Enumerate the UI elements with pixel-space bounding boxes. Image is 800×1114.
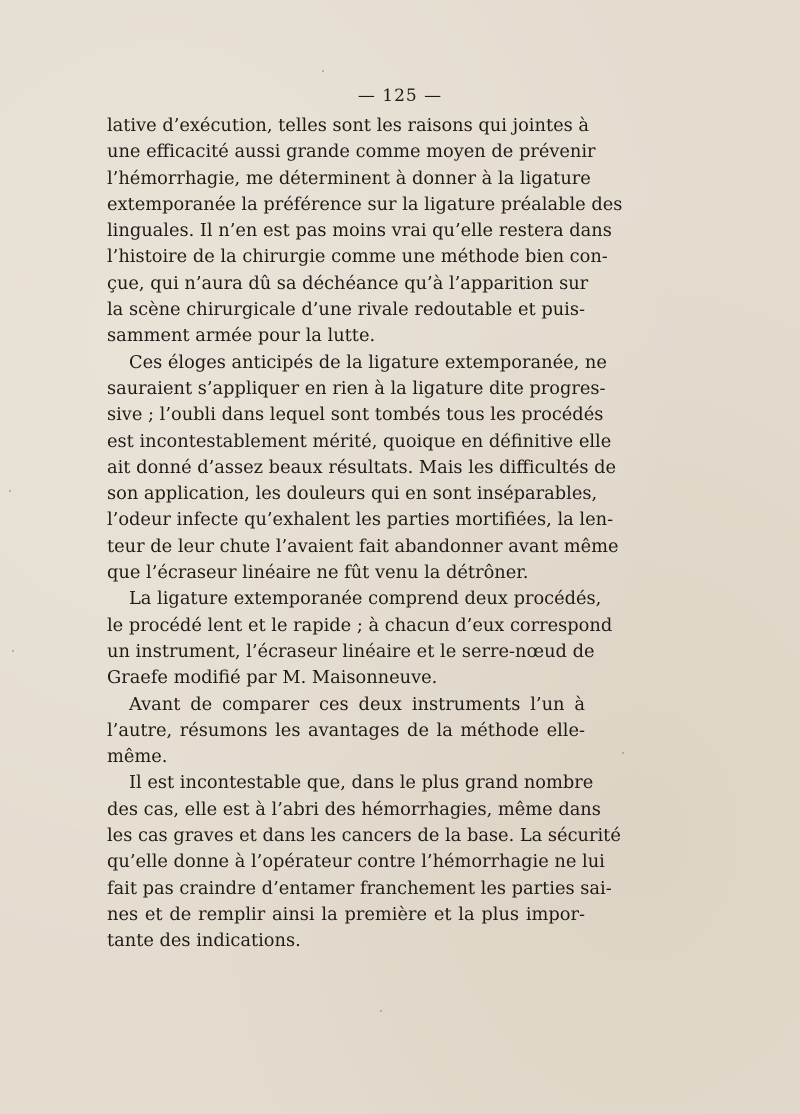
paper-speck [9, 490, 11, 492]
text-line: son application, les douleurs qui en sont inséparables, [107, 483, 598, 505]
text-line: l’autre, résumons les avantages de la méthode elle- [107, 719, 585, 741]
paper-speck [380, 1010, 382, 1012]
text-line: un instrument, l’écraseur linéaire et le serre-nœud de [107, 640, 595, 662]
text-line: Graefe modifié par M. Maisonneuve. [107, 667, 438, 689]
text-line: qu’elle donne à l’opérateur contre l’hémorrhagie ne lui [107, 851, 605, 873]
text-line: l’odeur infecte qu’exhalent les parties mortifiées, la len- [107, 509, 614, 531]
text-line: extemporanée la préférence sur la ligature préalable des [107, 193, 623, 215]
text-line: sauraient s’appliquer en rien à la ligature dite progres- [107, 377, 606, 399]
text-line: le procédé lent et le rapide ; à chacun d’eux correspond [107, 614, 613, 636]
paragraph-start-line: Ces éloges anticipés de la ligature extemporanée, ne [129, 351, 607, 373]
page-number: — 125 — [357, 86, 443, 106]
text-line: samment armée pour la lutte. [107, 325, 376, 347]
text-line: nes et de remplir ainsi la première et la plus impor- [107, 903, 585, 925]
text-line: sive ; l’oubli dans lequel sont tombés tous les procédés [107, 404, 604, 426]
text-line: l’hémorrhagie, me déterminent à donner à la ligature [107, 167, 591, 189]
text-line: ait donné d’assez beaux résultats. Mais les difficultés de [107, 456, 617, 478]
text-line: que l’écraseur linéaire ne fût venu la détrôner. [107, 562, 529, 584]
text-line: l’histoire de la chirurgie comme une méthode bien con- [107, 246, 608, 268]
text-line: la scène chirurgicale d’une rivale redoutable et puis- [107, 299, 585, 321]
body-text [107, 113, 623, 955]
text-line: les cas graves et dans les cancers de la base. La sécurité [107, 825, 621, 847]
paper-speck [322, 70, 324, 72]
text-line: des cas, elle est à l’abri des hémorrhagies, même dans [107, 798, 601, 820]
paragraph-start-line: Il est incontestable que, dans le plus grand nombre [129, 772, 594, 794]
text-line: tante des indications. [107, 930, 301, 952]
paragraph-start-line: Avant de comparer ces deux instruments l’un à [129, 693, 585, 715]
text-line: lative d’exécution, telles sont les raisons qui jointes à [107, 115, 589, 136]
text-line: est incontestablement mérité, quoique en définitive elle [107, 430, 612, 452]
text-line: çue, qui n’aura dû sa déchéance qu’à l’apparition sur [107, 272, 589, 294]
paper-speck [622, 752, 624, 754]
text-line: fait pas craindre d’entamer franchement les parties sai- [107, 877, 612, 899]
paper-speck [12, 650, 14, 652]
paragraph-start-line: La ligature extemporanée comprend deux procédés, [129, 588, 602, 610]
text-line: une efficacité aussi grande comme moyen de prévenir [107, 141, 596, 163]
text-line: même. [107, 746, 168, 768]
text-line: linguales. Il n’en est pas moins vrai qu’elle restera dans [107, 220, 612, 242]
text-line: teur de leur chute l’avaient fait abandonner avant même [107, 535, 619, 557]
